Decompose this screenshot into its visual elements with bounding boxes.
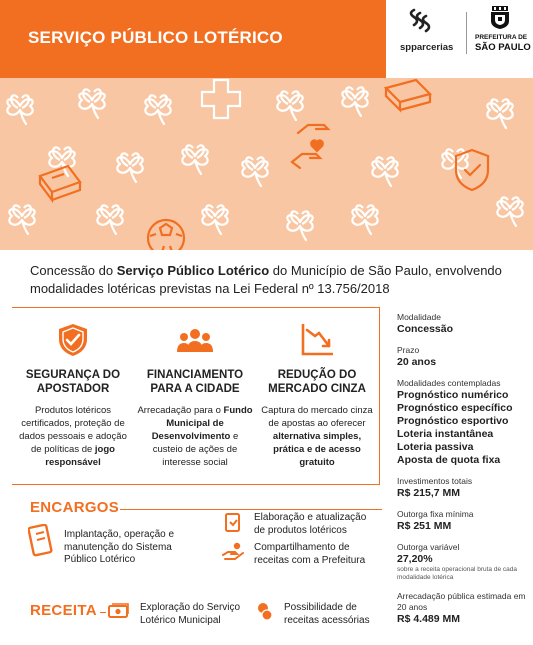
logo-divider xyxy=(466,12,467,54)
people-group-icon xyxy=(175,322,215,358)
cash-icon xyxy=(108,603,130,619)
clover-icon xyxy=(487,99,512,128)
spparcerias-logo-text: spparcerias xyxy=(400,42,454,53)
clover-icon xyxy=(497,197,522,226)
clover-icon xyxy=(287,211,312,240)
clover-icon xyxy=(145,95,170,124)
page-title: SERVIÇO PÚBLICO LOTÉRICO xyxy=(28,28,283,47)
feature-column xyxy=(136,322,254,469)
cross-icon xyxy=(202,80,240,118)
feature-text: Arrecadação para o Fundo Municipal de Desenvolvimento e custeio de ações de interesse social xyxy=(137,405,253,468)
banner-pattern xyxy=(0,78,533,250)
modalidade-item: Prognóstico específico xyxy=(397,402,513,414)
info-sidebar xyxy=(397,312,529,635)
modalidades-label: Modalidades contempladas xyxy=(397,378,501,388)
outorga-variavel-note: sobre a receita operacional bruta de cada modalidade lotérica xyxy=(397,566,517,581)
chart-decline-icon xyxy=(297,322,337,358)
feature-column xyxy=(14,322,132,469)
title-bar xyxy=(0,0,386,78)
arrecadacao-info xyxy=(397,591,529,626)
outorga-variavel-info xyxy=(397,542,529,582)
arrecadacao-label: Arrecadação pública estimada em 20 anos xyxy=(397,591,526,612)
modalidade-item: Loteria passiva xyxy=(397,441,474,453)
shield-check-icon xyxy=(53,322,93,358)
intro-part2: do Município de São Paulo, envolvendo modalidades lotéricas previstas na Lei Federal nº 13.756/2018 xyxy=(30,263,502,296)
intro-part1: Concessão do xyxy=(30,263,117,278)
clover-icon xyxy=(79,89,104,118)
features-box xyxy=(12,307,380,485)
feature-text: Captura do mercado cinza de apostas ao oferecer alternativa simples, prática e de acesso gratuito xyxy=(261,405,373,468)
feature-title: FINANCIAMENTO PARA A CIDADE xyxy=(146,369,244,395)
prazo-value: 20 anos xyxy=(397,356,437,368)
soccer-ball-icon xyxy=(148,220,184,250)
feature-title: REDUÇÃO DO MERCADO CINZA xyxy=(268,369,366,395)
modalidade-item: Aposta de quota fixa xyxy=(397,454,501,466)
lottery-ticket-icon xyxy=(28,524,54,558)
modalidade-info xyxy=(397,312,529,336)
investimentos-info xyxy=(397,476,529,500)
prazo-label: Prazo xyxy=(397,345,420,355)
prefeitura-logo xyxy=(473,6,531,66)
pattern-banner xyxy=(0,78,533,250)
encargo-item: Compartilhamento de receitas com a Prefeitura xyxy=(254,542,366,566)
receita-rule xyxy=(100,612,106,613)
clover-icon xyxy=(97,205,122,234)
outorga-variavel-value: 27,20% xyxy=(397,553,433,565)
modalidade-item: Prognóstico numérico xyxy=(397,389,509,401)
prazo-info xyxy=(397,345,529,369)
feature-column xyxy=(258,322,376,469)
modalidades-info xyxy=(397,378,529,467)
receita-title: RECEITA xyxy=(30,602,97,619)
coins-icon xyxy=(256,602,274,622)
arrecadacao-value: R$ 4.489 MM xyxy=(397,613,461,625)
intro-bold: Serviço Público Lotérico xyxy=(116,263,270,278)
investimentos-value: R$ 215,7 MM xyxy=(397,487,461,499)
investimentos-label: Investimentos totais xyxy=(397,476,473,486)
outorga-variavel-label: Outorga variável xyxy=(397,542,460,552)
intro-text xyxy=(30,262,520,298)
outorga-fixa-info xyxy=(397,509,529,533)
clover-icon xyxy=(277,91,302,120)
spparcerias-logo xyxy=(400,8,460,64)
prefeitura-line2: SÃO PAULO xyxy=(475,42,531,53)
city-crest-icon xyxy=(489,6,511,30)
clover-icon xyxy=(7,95,32,124)
hands-heart-icon xyxy=(292,125,328,168)
shield-icon xyxy=(456,150,488,190)
prefeitura-line1: PREFEITURA DE xyxy=(475,34,528,41)
encargo-item: Implantação, operação e manutenção do Sistema Público Lotérico xyxy=(64,529,175,565)
document-ticket-icon xyxy=(224,513,242,533)
receita-item: Exploração do Serviço Lotérico Municipal xyxy=(140,602,241,626)
encargos-title: ENCARGOS xyxy=(30,499,120,516)
header xyxy=(0,0,533,78)
encargo-item: Elaboração e atualização de produtos lotéricos xyxy=(254,512,367,536)
receita-item: Possibilidade de receitas acessórias xyxy=(284,602,370,626)
book-icon xyxy=(386,80,430,110)
outorga-fixa-value: R$ 251 MM xyxy=(397,520,452,532)
modalidade-value: Concessão xyxy=(397,323,454,335)
clover-icon xyxy=(202,205,227,234)
modalidade-item: Loteria instantânea xyxy=(397,428,494,440)
outorga-fixa-label: Outorga fixa mínima xyxy=(397,509,474,519)
clover-icon xyxy=(342,87,367,116)
clover-icon xyxy=(117,153,142,182)
clover-icon xyxy=(182,145,207,174)
encargos-rule xyxy=(120,509,382,510)
book-icon xyxy=(40,166,80,200)
clover-icon xyxy=(352,205,377,234)
modalidade-item: Prognóstico esportivo xyxy=(397,415,509,427)
clover-icon xyxy=(242,157,267,186)
feature-title: SEGURANÇA DO APOSTADOR xyxy=(25,369,121,395)
clover-icon xyxy=(372,157,397,186)
spparcerias-mark-icon xyxy=(406,8,432,38)
hand-coins-icon xyxy=(222,542,244,560)
feature-text: Produtos lotéricos certificados, proteção de dados pessoais e adoção de políticas de jogo responsável xyxy=(19,405,127,468)
modalidade-label: Modalidade xyxy=(397,312,441,322)
clover-icon xyxy=(9,205,34,234)
